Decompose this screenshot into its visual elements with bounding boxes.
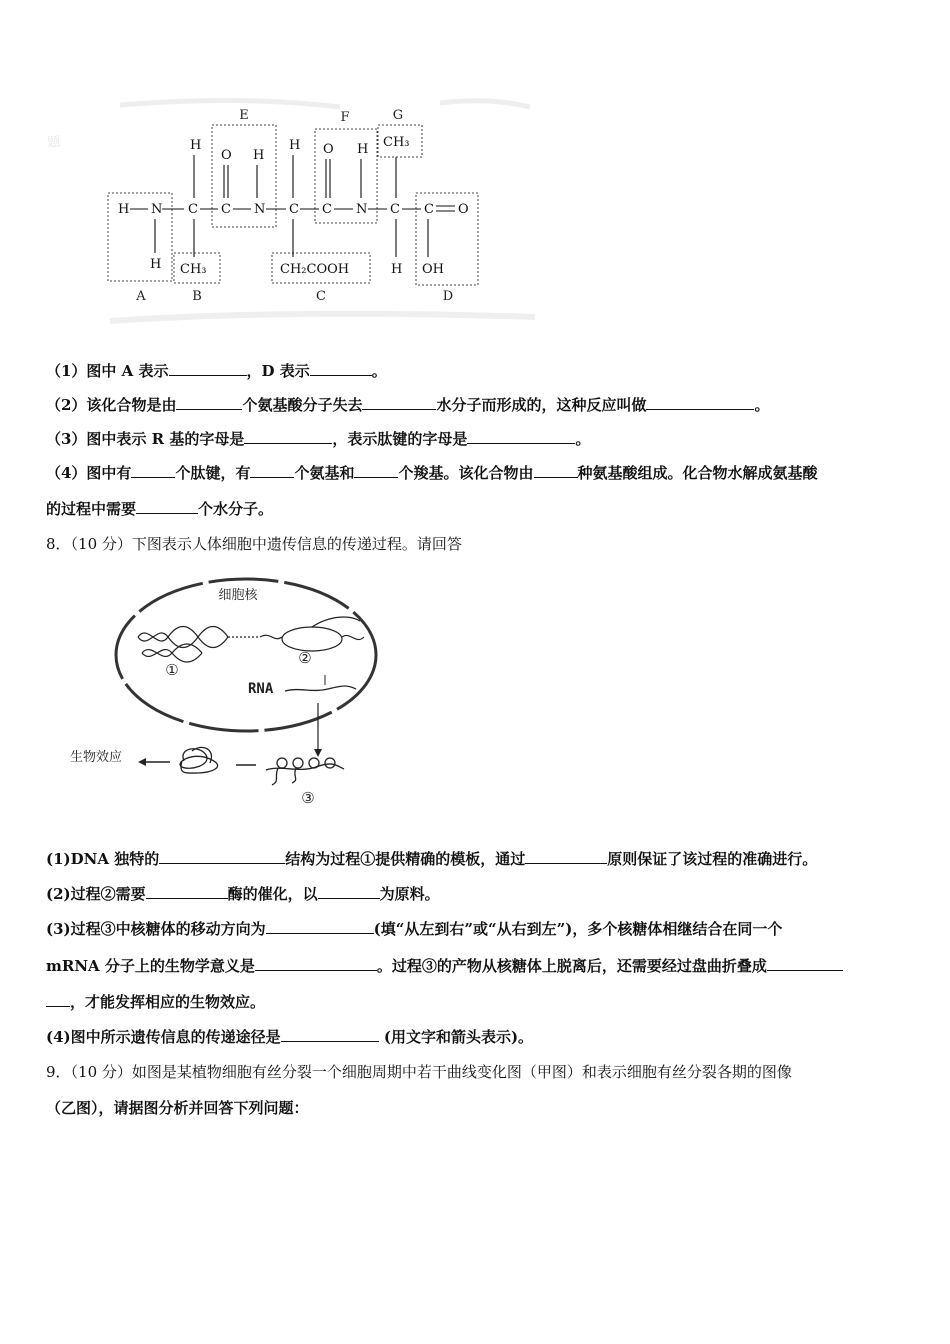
label-d: D bbox=[442, 289, 454, 304]
svg-text:H: H bbox=[253, 148, 265, 163]
label-a: A bbox=[136, 289, 146, 304]
svg-text:O: O bbox=[458, 202, 469, 217]
svg-text:H: H bbox=[150, 257, 162, 272]
nucleus-label: 细胞核 bbox=[218, 588, 258, 603]
answer-blank[interactable] bbox=[318, 884, 380, 899]
svg-text:C: C bbox=[289, 202, 299, 217]
svg-text:H: H bbox=[357, 142, 369, 157]
svg-text:CH₂COOH: CH₂COOH bbox=[280, 262, 350, 277]
q7-line-2: （2）该化合物是由 个氨基酸分子失去 水分子而形成的，这种反应叫做 。 bbox=[46, 396, 770, 414]
folded-protein bbox=[180, 747, 218, 773]
svg-text:C: C bbox=[322, 202, 332, 217]
q8-line-4: mRNA 分子上的生物学意义是 。过程③的产物从核糖体上脱离后，还需要经过盘曲折叠成 bbox=[46, 956, 910, 976]
label-g: G bbox=[392, 108, 404, 123]
svg-text:H: H bbox=[118, 202, 130, 217]
label-e: E bbox=[239, 108, 249, 123]
svg-text:H: H bbox=[391, 262, 403, 277]
process-marker-2: ② bbox=[298, 649, 312, 667]
label-c: C bbox=[316, 289, 326, 304]
answer-blank[interactable] bbox=[525, 849, 607, 864]
dna-transcription-bubble bbox=[260, 617, 364, 651]
process-marker-1: ① bbox=[165, 661, 179, 679]
svg-text:CH₃: CH₃ bbox=[180, 262, 207, 277]
answer-blank[interactable] bbox=[767, 956, 843, 971]
q9-line-2: （乙图），请据图分析并回答下列问题： bbox=[46, 1099, 309, 1117]
svg-text:C: C bbox=[424, 202, 434, 217]
q8-line-1: (1)DNA 独特的 结构为过程①提供精确的模板，通过 原则保证了该过程的准确进行。 bbox=[46, 850, 818, 868]
answer-blank[interactable] bbox=[46, 992, 70, 1007]
svg-text:H: H bbox=[190, 138, 202, 153]
q7-line-3: （3）图中表示 R 基的字母是 ，表示肽键的字母是 。 bbox=[46, 430, 591, 448]
answer-blank[interactable] bbox=[244, 429, 332, 444]
q8-line-2: (2)过程②需要 酶的催化，以 为原料。 bbox=[46, 885, 440, 903]
svg-text:C: C bbox=[390, 202, 400, 217]
q7-line-5: 的过程中需要 个水分子。 bbox=[46, 500, 274, 518]
svg-text:O: O bbox=[221, 148, 232, 163]
answer-blank[interactable] bbox=[136, 499, 198, 514]
svg-text:CH₃: CH₃ bbox=[383, 135, 410, 150]
svg-text:O: O bbox=[323, 142, 334, 157]
answer-blank[interactable] bbox=[534, 463, 578, 478]
answer-blank[interactable] bbox=[266, 919, 374, 934]
ribosomes-on-mrna bbox=[266, 758, 344, 785]
svg-text:题: 题 bbox=[46, 134, 62, 151]
answer-blank[interactable] bbox=[131, 463, 175, 478]
svg-text:N: N bbox=[151, 202, 163, 217]
process-marker-3: ③ bbox=[301, 789, 315, 807]
q8-line-6: (4)图中所示遗传信息的传递途径是 (用文字和箭头表示)。 bbox=[46, 1028, 534, 1046]
answer-blank[interactable] bbox=[250, 463, 294, 478]
rna-label: RNA bbox=[248, 681, 274, 697]
svg-text:C: C bbox=[221, 202, 231, 217]
answer-blank[interactable] bbox=[467, 429, 575, 444]
q7-line-1: （1）图中 A 表示 ，D 表示 。 bbox=[46, 362, 387, 380]
answer-blank[interactable] bbox=[354, 463, 398, 478]
answer-blank[interactable] bbox=[362, 395, 436, 410]
answer-blank[interactable] bbox=[169, 361, 247, 376]
svg-text:N: N bbox=[254, 202, 266, 217]
label-f: F bbox=[340, 110, 350, 125]
peptide-structure-diagram bbox=[40, 85, 550, 330]
rna-strand bbox=[285, 686, 356, 691]
svg-text:N: N bbox=[356, 202, 368, 217]
answer-blank[interactable] bbox=[281, 1027, 379, 1042]
q7-line-4: （4）图中有 个肽键，有 个氨基和 个羧基。该化合物由 种氨基酸组成。化合物水解成氨基酸 bbox=[46, 464, 818, 482]
gene-expression-diagram bbox=[60, 575, 400, 810]
answer-blank[interactable] bbox=[646, 395, 754, 410]
q8-line-3: (3)过程③中核糖体的移动方向为 (填“从左到右”或“从右到左”)，多个核糖体相继结合在同一个 bbox=[46, 920, 783, 938]
dna-replication-helix bbox=[138, 627, 260, 663]
answer-blank[interactable] bbox=[255, 956, 377, 971]
label-b: B bbox=[192, 289, 202, 304]
svg-text:C: C bbox=[188, 202, 198, 217]
answer-blank[interactable] bbox=[146, 884, 228, 899]
answer-blank[interactable] bbox=[159, 849, 285, 864]
svg-text:H: H bbox=[289, 138, 301, 153]
answer-blank[interactable] bbox=[176, 395, 242, 410]
q8-header: 8．（10 分）下图表示人体细胞中遗传信息的传递过程。请回答 bbox=[46, 535, 462, 553]
biological-effect-label: 生物效应 bbox=[70, 750, 123, 765]
answer-blank[interactable] bbox=[310, 361, 372, 376]
svg-text:OH: OH bbox=[422, 262, 444, 277]
q8-line-5: ，才能发挥相应的生物效应。 bbox=[46, 992, 910, 1012]
q9-line-1: 9．（10 分）如图是某植物细胞有丝分裂一个细胞周期中若干曲线变化图（甲图）和表示细胞有丝分裂各期的图像 bbox=[46, 1063, 792, 1081]
